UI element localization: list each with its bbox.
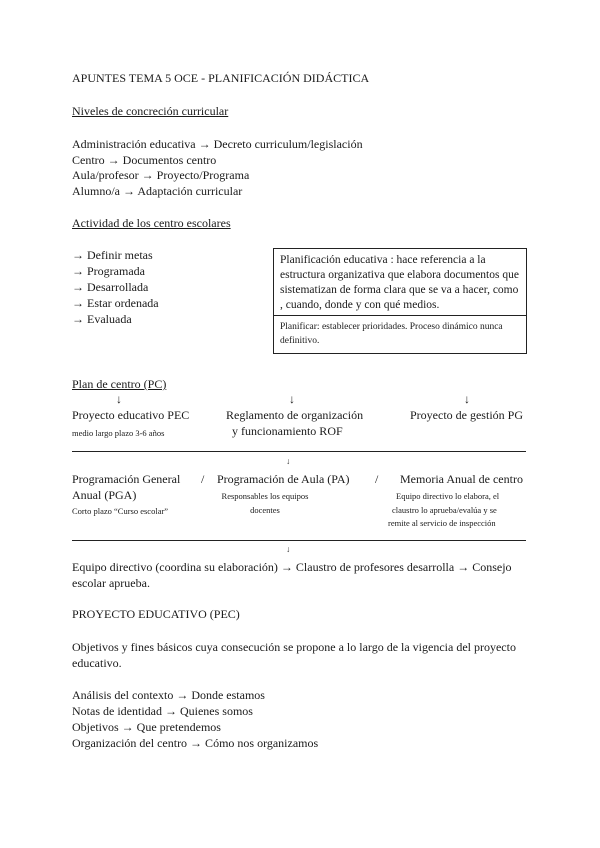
pga-title: Anual (PGA) [72,488,137,502]
note-box [273,315,527,354]
pec-description: educativo. [72,656,122,670]
memoria-title: Memoria Anual de centro [400,472,523,486]
arrow-down-icon: ↓ [116,392,122,406]
memoria-note: remite al servicio de inspección [388,518,496,528]
actividad-item: → Definir metas [72,248,153,262]
pec-title: Proyecto educativo PEC [72,408,190,422]
pec-line: Notas de identidad → Quienes somos [72,704,253,718]
pec-description: Objetivos y fines básicos cuya consecución se propone a lo largo de la vigencia del proyecto [72,640,516,654]
niveles-line: Alumno/a → Adaptación curricular [72,184,243,198]
arrow-down-icon: ↓ [464,392,470,406]
actividad-heading: Actividad de los centro escolares [72,216,231,230]
pec-note: medio largo plazo 3-6 años [72,428,165,438]
pec-heading: PROYECTO EDUCATIVO (PEC) [72,607,240,621]
niveles-line: Administración educativa → Decreto curriculum/legislación [72,137,363,151]
actividad-item: → Desarrollada [72,280,149,294]
plan-centro-heading: Plan de centro (PC) [72,377,167,391]
pec-line: Organización del centro → Cómo nos organizamos [72,736,319,750]
separator: / [201,472,205,486]
niveles-line: Centro → Documentos centro [72,153,217,167]
definition-text: Planificación educativa : hace referencia a la estructura organizativa que elabora documentos que sistematizan de forma clara que se va a hacer, como , cuando, donde y con qué medios. [280,254,519,311]
pga-title: Programación General [72,472,181,486]
memoria-note: claustro lo aprueba/evalúa y se [392,505,497,515]
actividad-item: → Programada [72,264,145,278]
pec-line: Análisis del contexto → Donde estamos [72,688,265,702]
memoria-note: Equipo directivo lo elabora, el [396,491,500,501]
pec-line: Objetivos → Que pretendemos [72,720,221,734]
arrow-down-icon: ↓ [289,392,295,406]
note-text: Planificar: establecer prioridades. Proceso dinámico nunca definitivo. [280,322,503,346]
arrow-down-icon: ↓ [286,456,291,466]
rof-title: y funcionamiento ROF [232,424,343,438]
pg-title: Proyecto de gestión PG [410,408,523,422]
pa-note: docentes [250,505,280,515]
pa-title: Programación de Aula (PA) [217,472,350,486]
actividad-item: → Estar ordenada [72,296,159,310]
pa-note: Responsables los equipos [221,491,309,501]
summary-line: escolar aprueba. [72,576,150,590]
niveles-line: Aula/profesor → Proyecto/Programa [72,168,250,182]
rof-title: Reglamento de organización [226,408,364,422]
divider [72,540,526,541]
separator: / [375,472,379,486]
arrow-down-icon: ↓ [286,544,291,554]
actividad-item: → Evaluada [72,312,132,326]
pga-note: Corto plazo “Curso escolar” [72,506,169,516]
definition-box [273,248,527,317]
document-title: APUNTES TEMA 5 OCE - PLANIFICACIÓN DIDÁCTICA [72,71,370,85]
divider [72,451,526,452]
summary-line: Equipo directivo (coordina su elaboración) → Claustro de profesores desarrolla → Consejo [72,560,512,574]
niveles-heading: Niveles de concreción curricular [72,104,229,118]
